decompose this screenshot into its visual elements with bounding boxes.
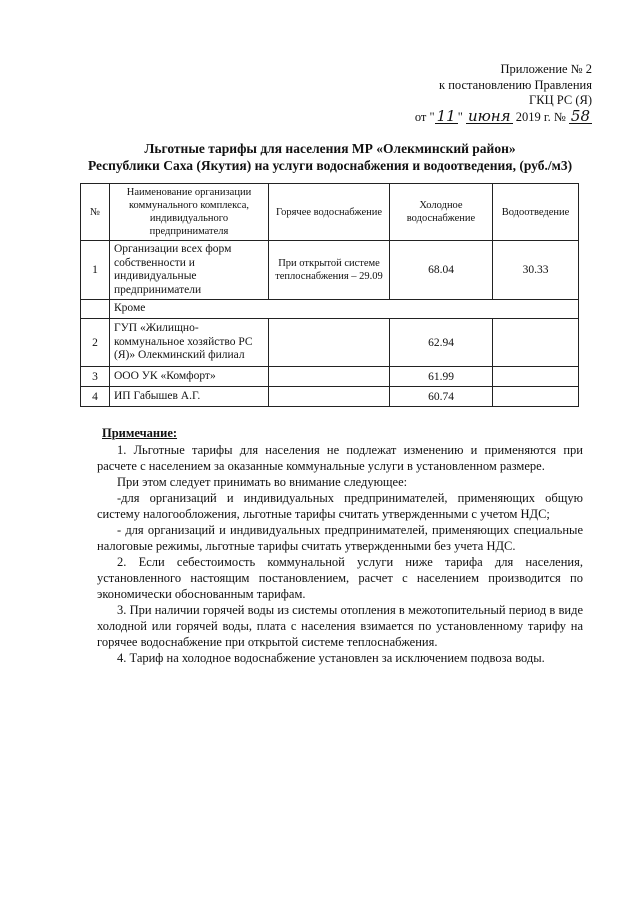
document-number: 58 (570, 106, 590, 125)
table-except-row (81, 300, 579, 319)
note-paragraph: При этом следует принимать во внимание следующее: (117, 475, 408, 489)
note-paragraph: - для организаций и индивидуальных предпринимателей, применяющих специальные налоговые режимы, льготные тарифы считать утвержденными без учета НДС. (97, 523, 583, 553)
note-paragraph: 3. При наличии горячей воды из системы отопления в межотопительный период в виде холодной или горячей воды, плата с населения взимается по установленному тарифу на горячее водоснабжение при открытой системе теплоснабжения. (97, 603, 583, 649)
row-hot-water: При открытой системе теплоснабжения – 29.09 (269, 241, 390, 300)
appendix-resolution: к постановлению Правления (439, 77, 592, 92)
appendix-header (415, 62, 592, 125)
note-paragraph: 2. Если себестоимость коммунальной услуги ниже тарифа для населения, установленного настоящим постановлением, расчет с населением производится по экономически обоснованным тарифам. (97, 555, 583, 601)
date-day: 11 (436, 106, 456, 125)
row-except-label: Кроме (110, 300, 579, 319)
note-paragraph: 4. Тариф на холодное водоснабжение установлен за исключением подвоза воды. (117, 651, 545, 665)
date-year: 2019 г. № (512, 109, 569, 124)
date-mid: " (457, 109, 463, 124)
row-cold-water: 62.94 (390, 319, 493, 367)
row-name: ООО УК «Комфорт» (110, 367, 269, 387)
row-hot-water (269, 367, 390, 387)
row-hot-water (269, 319, 390, 367)
date-prefix: от " (414, 109, 435, 124)
row-hot-water (269, 387, 390, 407)
header-cold-water: Холодное водоснабжение (390, 184, 493, 241)
table-row (81, 387, 579, 407)
header-org: Наименование организации коммунального комплекса, индивидуального предпринимателя (110, 184, 269, 241)
appendix-organization: ГКЦ РС (Я) (529, 93, 592, 107)
header-num: № (81, 184, 110, 241)
row-drainage (493, 387, 579, 407)
row-cold-water: 61.99 (390, 367, 493, 387)
row-drainage: 30.33 (493, 241, 579, 300)
notes-heading: Примечание: (102, 426, 178, 440)
table-header-row (81, 184, 579, 241)
notes-section (97, 425, 583, 666)
row-drainage (493, 367, 579, 387)
appendix-label: Приложение № 2 (500, 62, 592, 76)
tariff-table (80, 183, 579, 407)
row-num (81, 300, 110, 319)
appendix-date-line (414, 106, 592, 126)
table-row (81, 319, 579, 367)
row-name: Организации всех форм собственности и индивидуальные предприниматели (110, 241, 269, 300)
row-drainage (493, 319, 579, 367)
title-line-2: Республики Саха (Якутия) на услуги водоснабжения и водоотведения, (руб./м3) (87, 158, 573, 173)
row-num: 2 (81, 319, 110, 367)
date-month: июня (467, 106, 511, 125)
row-num: 4 (81, 387, 110, 407)
row-cold-water: 60.74 (390, 387, 493, 407)
document-title (60, 140, 600, 174)
row-name: ГУП «Жилищно-коммунальное хозяйство РС (Я)» Олекминский филиал (110, 319, 269, 367)
header-drainage: Водоотведение (493, 184, 579, 241)
title-line-1: Льготные тарифы для населения МР «Олекминский район» (144, 141, 516, 156)
row-name: ИП Габышев А.Г. (110, 387, 269, 407)
note-paragraph: 1. Льготные тарифы для населения не подлежат изменению и применяются при расчете с населением за оказанные коммунальные услуги в установленном размере. (97, 443, 583, 473)
note-paragraph: -для организаций и индивидуальных предпринимателей, применяющих общую систему налогообложения, льготные тарифы считать утвержденными с учетом НДС; (97, 491, 583, 521)
row-num: 1 (81, 241, 110, 300)
row-num: 3 (81, 367, 110, 387)
row-cold-water: 68.04 (390, 241, 493, 300)
table-row (81, 367, 579, 387)
table-row (81, 241, 579, 300)
header-hot-water: Горячее водоснабжение (269, 184, 390, 241)
